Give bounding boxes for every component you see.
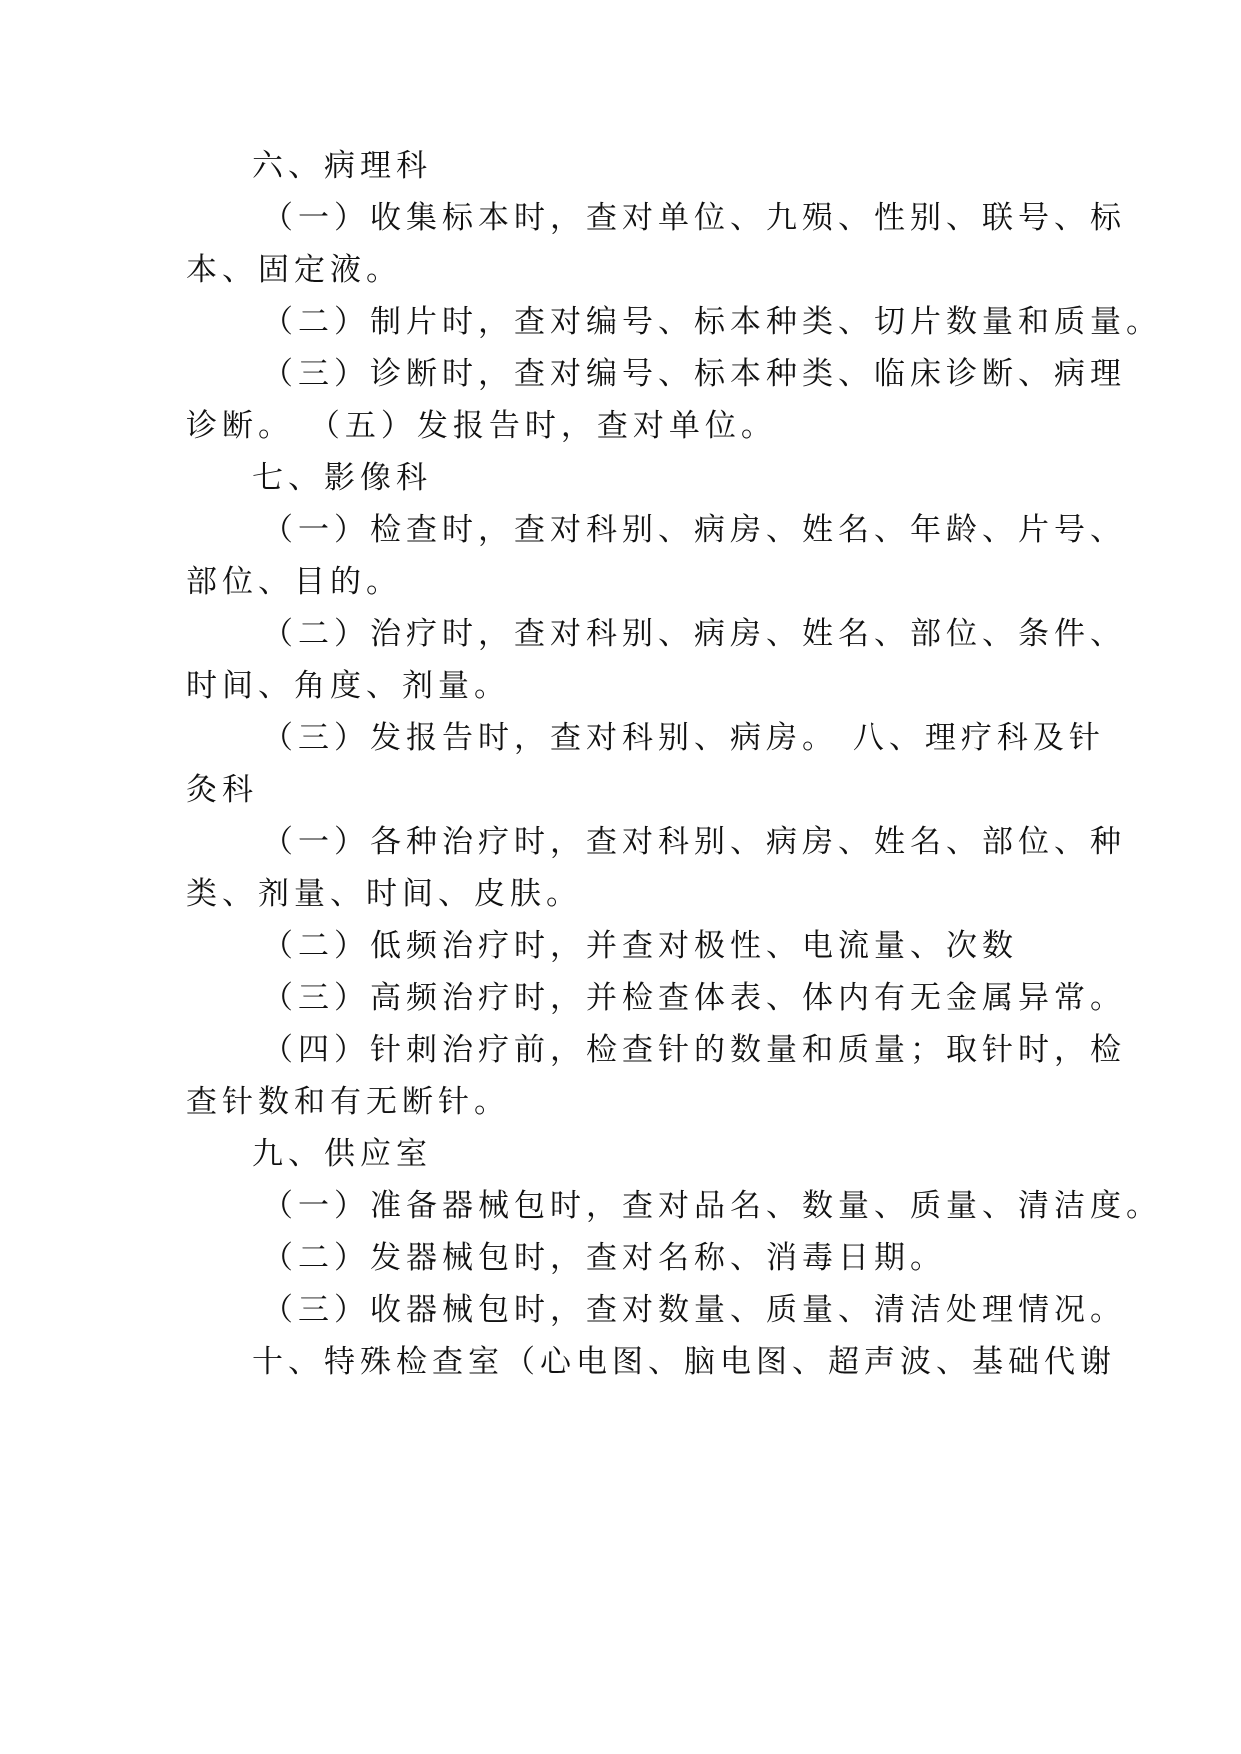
text-line: （四）针刺治疗前，检查针的数量和质量；取针时，检: [262, 1032, 1126, 1068]
text-line: 查针数和有无断针。: [186, 1084, 510, 1120]
text-line: （一）收集标本时，查对单位、九殒、性别、联号、标: [262, 200, 1126, 236]
text-line: （二）治疗时，查对科别、病房、姓名、部位、条件、: [262, 616, 1126, 652]
text-line: 时间、角度、剂量。: [186, 668, 510, 704]
text-line: （三）收器械包时，查对数量、质量、清洁处理情况。: [262, 1292, 1126, 1328]
text-line: 灸科: [186, 772, 258, 808]
text-line: （一）检查时，查对科别、病房、姓名、年龄、片号、: [262, 512, 1126, 548]
text-line: （一）各种治疗时，查对科别、病房、姓名、部位、种: [262, 824, 1126, 860]
section-heading-special-exam: 十、特殊检查室（心电图、脑电图、超声波、基础代谢: [252, 1344, 1116, 1380]
text-line: （三）诊断时，查对编号、标本种类、临床诊断、病理: [262, 356, 1126, 392]
text-line: 诊断。 （五）发报告时，查对单位。: [186, 408, 777, 444]
text-line: 部位、目的。: [186, 564, 402, 600]
section-heading-supply-room: 九、供应室: [252, 1136, 432, 1172]
text-line: （三）发报告时，查对科别、病房。 八、理疗科及针: [262, 720, 1105, 756]
text-line: （二）制片时，查对编号、标本种类、切片数量和质量。: [262, 304, 1162, 340]
text-line: 类、剂量、时间、皮肤。: [186, 876, 582, 912]
text-line: （二）发器械包时，查对名称、消毒日期。: [262, 1240, 946, 1276]
text-line: （二）低频治疗时，并查对极性、电流量、次数: [262, 928, 1018, 964]
section-heading-imaging: 七、影像科: [252, 460, 432, 496]
text-line: （一）准备器械包时，查对品名、数量、质量、清洁度。: [262, 1188, 1162, 1224]
text-line: （三）高频治疗时，并检查体表、体内有无金属异常。: [262, 980, 1126, 1016]
section-heading-pathology: 六、病理科: [252, 148, 432, 184]
text-line: 本、固定液。: [186, 252, 402, 288]
